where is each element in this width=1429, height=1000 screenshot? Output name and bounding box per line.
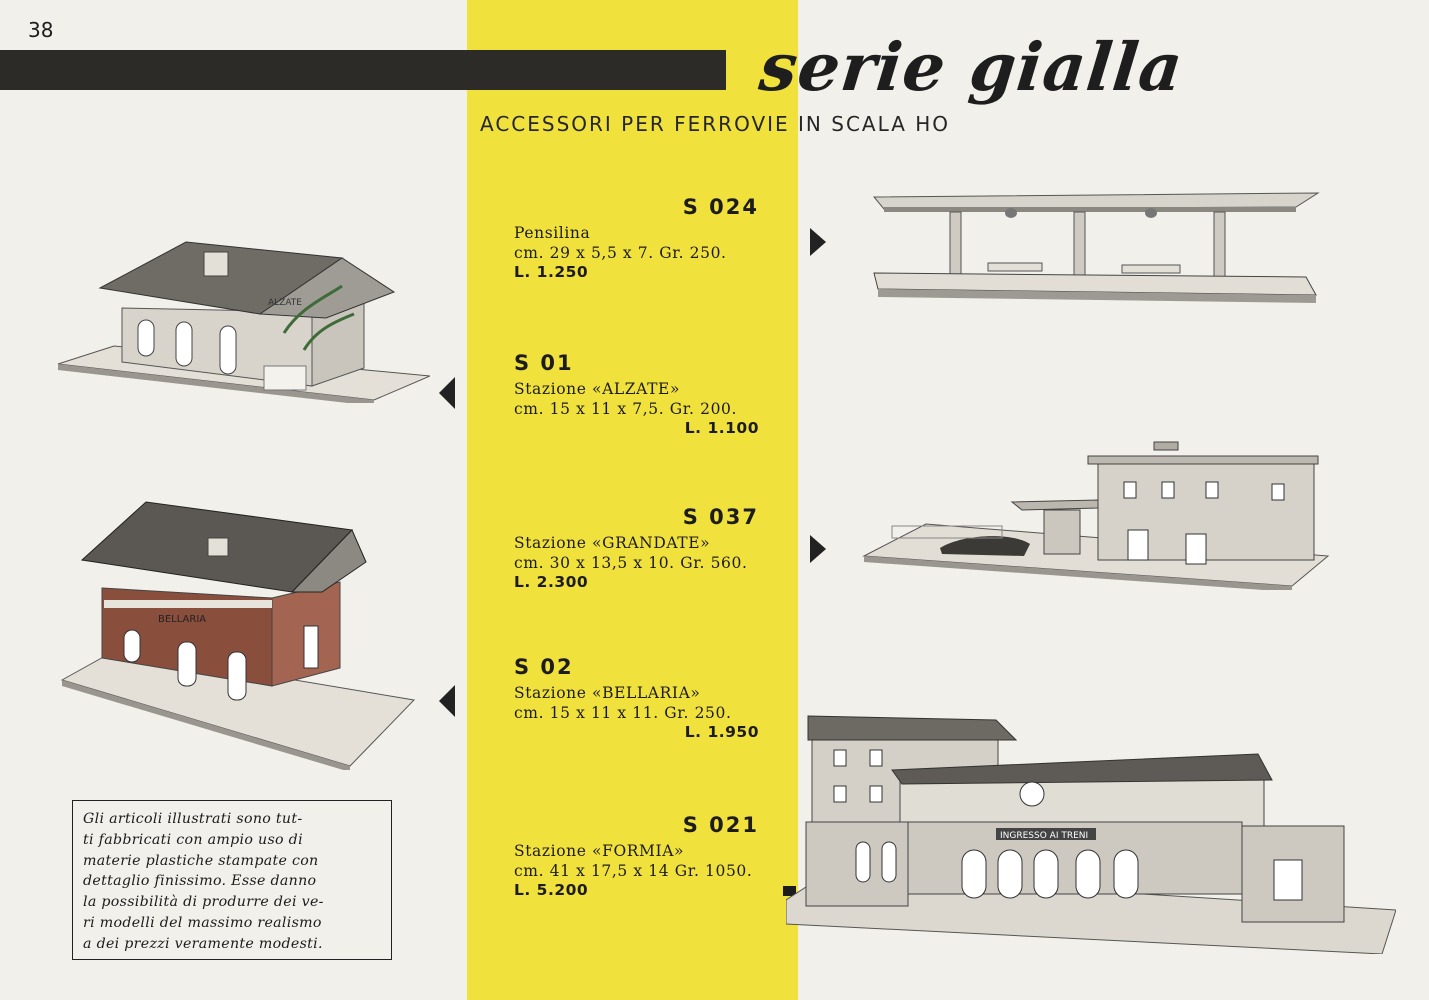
arrow-right-icon <box>810 535 826 563</box>
bellaria-sign: BELLARIA <box>158 614 207 625</box>
note-line: a dei prezzi veramente modesti. <box>83 935 323 952</box>
note-line: materie plastiche stampate con <box>83 852 319 869</box>
page-number: 38 <box>28 18 54 42</box>
product-code: S 021 <box>682 813 759 837</box>
product-dims: cm. 41 x 17,5 x 14 Gr. 1050. <box>514 861 753 880</box>
product-name: Stazione «BELLARIA» <box>514 684 701 702</box>
product-code: S 024 <box>682 195 759 219</box>
product-price: L. 2.300 <box>514 573 589 591</box>
product-s01 <box>514 350 759 439</box>
bellaria-station-model-image <box>60 500 418 770</box>
pensilina-model-image <box>866 185 1326 310</box>
product-price: L. 1.100 <box>684 419 759 437</box>
grandate-station-model-image <box>862 440 1330 590</box>
product-code: S 02 <box>514 655 574 679</box>
product-name: Stazione «GRANDATE» <box>514 534 711 552</box>
product-s024 <box>514 194 759 283</box>
page-subtitle: ACCESSORI PER FERROVIE IN SCALA HO <box>480 112 951 136</box>
note-line: ri modelli del massimo realismo <box>83 914 322 931</box>
note-line: ti fabbricati con ampio uso di <box>83 831 303 848</box>
note-line: la possibilità di produrre dei ve- <box>83 894 324 911</box>
series-title: serie gialla <box>755 28 1187 106</box>
product-code: S 037 <box>682 505 759 529</box>
alzate-sign: ALZATE <box>268 298 302 308</box>
formia-station-model-image <box>786 714 1396 954</box>
arrow-left-icon <box>439 685 455 717</box>
note-box <box>72 800 392 960</box>
formia-sign: INGRESSO AI TRENI <box>1000 831 1089 841</box>
note-line: dettaglio finissimo. Esse danno <box>83 873 317 890</box>
product-dims: cm. 29 x 5,5 x 7. Gr. 250. <box>514 243 727 262</box>
alzate-station-model-image <box>54 238 430 403</box>
product-s037 <box>514 504 759 593</box>
note-line: Gli articoli illustrati sono tut- <box>83 811 303 827</box>
product-name: Stazione «ALZATE» <box>514 380 681 398</box>
product-dims: cm. 15 x 11 x 7,5. Gr. 200. <box>514 399 738 418</box>
arrow-right-icon <box>810 228 826 256</box>
product-dims: cm. 30 x 13,5 x 10. Gr. 560. <box>514 553 748 572</box>
product-code: S 01 <box>514 351 574 375</box>
product-s021 <box>514 812 759 901</box>
product-dims: cm. 15 x 11 x 11. Gr. 250. <box>514 703 732 722</box>
product-name: Stazione «FORMIA» <box>514 842 685 860</box>
product-price: L. 1.950 <box>684 723 759 741</box>
arrow-left-icon <box>439 377 455 409</box>
product-s02 <box>514 654 759 743</box>
header-bar <box>0 50 726 90</box>
product-name: Pensilina <box>514 224 591 242</box>
product-price: L. 5.200 <box>514 881 589 899</box>
product-price: L. 1.250 <box>514 263 589 281</box>
